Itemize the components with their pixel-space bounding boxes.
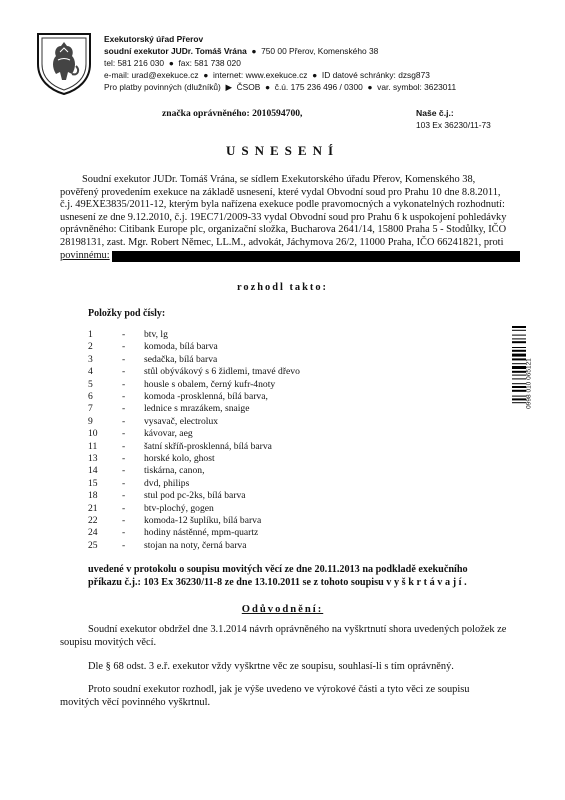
- reasoning-line: movitých věcí povinného vyškrtnul.: [60, 696, 211, 708]
- internet: internet: www.exekuce.cz: [213, 70, 308, 80]
- list-item: [88, 478, 189, 490]
- item-description: stůl obývákový s 6 židlemi, tmavé dřevo: [144, 366, 300, 378]
- item-number: 21: [88, 502, 98, 514]
- databox: ID datové schránky: dzsg873: [321, 70, 430, 80]
- item-description: komoda -prosklenná, bílá barva,: [144, 391, 268, 402]
- fax: fax: 581 738 020: [178, 58, 241, 68]
- list-item: [88, 416, 218, 428]
- barcode-bar: [512, 341, 526, 343]
- decision-line: [88, 577, 469, 588]
- item-description: dvd, philips: [144, 477, 190, 489]
- item-description: btv-plochý, gogen: [144, 502, 214, 514]
- item-number: 13: [88, 453, 98, 464]
- bullet: ●: [249, 46, 259, 56]
- item-dash: -: [122, 415, 126, 427]
- item-dash: -: [122, 440, 126, 452]
- item-dash: -: [122, 329, 126, 340]
- reasoning-line: soupisu movitých věcí.: [60, 636, 157, 648]
- list-item: [88, 453, 215, 465]
- item-description: horské kolo, ghost: [144, 453, 215, 464]
- items-heading: Položky pod čísly:: [88, 308, 166, 319]
- item-description: stojan na noty, černá barva: [144, 539, 247, 551]
- item-dash: -: [122, 378, 126, 390]
- barcode-bar: [512, 354, 526, 357]
- item-description: hodiny nástěnné, mpm-quartz: [144, 527, 259, 539]
- barcode-bar: [512, 350, 526, 352]
- item-dash: -: [122, 366, 126, 378]
- intro-line: oprávněného: Citibank Europe plc, organizační složka, Bucharova 2641/14, 15800 Praha 5 - Stodůlky, IČO: [60, 224, 507, 236]
- barcode-bar: [512, 398, 526, 400]
- bullet: ●: [309, 70, 320, 80]
- item-number: 24: [88, 527, 98, 539]
- item-number: 9: [88, 415, 93, 427]
- barcode-bar: [512, 390, 526, 392]
- item-number: 7: [88, 403, 93, 415]
- item-number: 11: [88, 440, 98, 452]
- barcode: [512, 326, 526, 424]
- intro-line: Soudní exekutor JUDr. Tomáš Vrána, se sídlem Exekutorského úřadu Přerov, Komenského 38,: [82, 174, 476, 185]
- our-ref: 103 Ex 36230/11-73: [416, 120, 491, 130]
- list-item: [88, 428, 193, 440]
- barcode-bar: [512, 383, 526, 384]
- item-description: lednice s mrazákem, snaige: [144, 403, 250, 415]
- office-address: 750 00 Přerov, Komenského 38: [261, 46, 379, 56]
- variable-symbol: var. symbol: 3623011: [377, 82, 457, 92]
- reasoning-line: Soudní exekutor obdržel dne 3.1.2014 návrh oprávněného na vyškrtnutí shora uvedených položek ze: [88, 624, 507, 635]
- phone-line: [104, 57, 241, 69]
- item-dash: -: [122, 527, 126, 539]
- intro-line: povinnému:: [60, 249, 110, 261]
- our-ref-label: Naše č.j.:: [416, 108, 454, 118]
- reasoning-paragraph-1: [60, 624, 515, 649]
- item-number: 25: [88, 539, 98, 551]
- reasoning-title: Odůvodnění:: [241, 604, 324, 615]
- reasoning-paragraph-3: [60, 684, 515, 709]
- office-name: Exekutorský úřad Přerov: [104, 34, 204, 44]
- intro-line: usnesení ze dne 9.12.2010, č.j. 19EC71/2009-33 vydal Obvodní soud pro Prahu 6 k uspokojení pohledávky: [60, 211, 507, 223]
- item-number: 22: [88, 515, 98, 526]
- item-dash: -: [122, 341, 126, 353]
- item-number: 14: [88, 465, 98, 477]
- redaction-bar: [112, 251, 520, 262]
- bullet: ●: [365, 82, 375, 92]
- item-number: 3: [88, 353, 93, 365]
- item-number: 6: [88, 391, 93, 402]
- item-description: komoda-12 šuplíku, bílá barva: [144, 515, 262, 526]
- creditor-mark: značka oprávněného: 2010594700,: [162, 108, 303, 119]
- barcode-bar: [512, 386, 526, 388]
- barcode-text: 0998 010 065121: [525, 358, 533, 409]
- item-number: 5: [88, 378, 93, 390]
- item-number: 1: [88, 329, 93, 340]
- list-item: [88, 379, 275, 391]
- item-description: sedačka, bílá barva: [144, 353, 218, 365]
- barcode-bar: [512, 358, 526, 360]
- list-item: [88, 354, 217, 366]
- contact-line: [104, 69, 430, 81]
- list-item: [88, 329, 168, 341]
- list-item: [88, 527, 258, 539]
- item-number: 10: [88, 428, 98, 440]
- item-description: komoda, bílá barva: [144, 341, 218, 353]
- item-description: housle s obalem, černý kufr-4noty: [144, 378, 276, 390]
- item-dash: -: [122, 428, 126, 440]
- barcode-bar: [512, 335, 526, 336]
- list-item: [88, 341, 218, 353]
- item-description: tiskárna, canon,: [144, 465, 205, 477]
- list-item: [88, 391, 268, 403]
- item-number: 2: [88, 341, 93, 353]
- executor-name: soudní exekutor JUDr. Tomáš Vrána: [104, 46, 247, 56]
- page-title: USNESENÍ: [225, 143, 340, 158]
- item-number: 4: [88, 366, 93, 378]
- item-description: btv, lg: [144, 329, 168, 340]
- item-dash: -: [122, 477, 126, 489]
- item-description: šatní skříň-prosklenná, bílá barva: [144, 440, 272, 452]
- bullet: ●: [262, 82, 273, 92]
- barcode-bar: [512, 338, 526, 339]
- item-dash: -: [122, 465, 126, 477]
- list-item: [88, 465, 204, 477]
- item-number: 15: [88, 477, 98, 489]
- barcode-bar: [512, 396, 526, 397]
- list-item: [88, 403, 250, 415]
- payments-label: Pro platby povinných (dlužníků): [104, 82, 221, 92]
- barcode-bar: [512, 375, 526, 376]
- bullet: ●: [200, 70, 211, 80]
- item-description: kávovar, aeg: [144, 428, 193, 440]
- item-dash: -: [122, 453, 126, 464]
- item-description: vysavač, electrolux: [144, 415, 219, 427]
- item-dash: -: [122, 515, 126, 526]
- reasoning-line: Proto soudní exekutor rozhodl, jak je výše uvedeno ve výrokové části a tyto věci ze soupisu: [88, 684, 470, 695]
- barcode-bar: [512, 378, 526, 379]
- item-dash: -: [122, 539, 126, 551]
- decision-line: uvedené v protokolu o soupisu movitých věcí ze dne 20.11.2013 na podkladě exekučního: [88, 564, 468, 575]
- coat-of-arms-logo: [34, 30, 94, 96]
- list-item: [88, 540, 246, 552]
- list-item: [88, 503, 214, 515]
- item-dash: -: [122, 403, 126, 415]
- item-dash: -: [122, 490, 126, 502]
- item-number: 18: [88, 490, 98, 502]
- account: č.ú. 175 236 496 / 0300: [274, 82, 363, 92]
- list-item: [88, 366, 300, 378]
- barcode-bar: [512, 366, 526, 369]
- bullet: ●: [166, 58, 177, 68]
- reasoning-paragraph-2: Dle § 68 odst. 3 e.ř. exekutor vždy vyškrtne věc ze soupisu, souhlasí-li s tím oprávněný.: [88, 661, 454, 672]
- barcode-bar: [512, 402, 526, 403]
- intro-line: pověřený provedením exekuce na základě usnesení, které vydal Obvodní soud pro Prahu 10 dne 8.8.2011,: [60, 186, 501, 198]
- barcode-bar: [512, 330, 526, 331]
- intro-paragraph: [60, 174, 515, 262]
- bank: ČSOB: [236, 82, 261, 92]
- item-description: stul pod pc-2ks, bílá barva: [144, 490, 246, 502]
- list-item: [88, 441, 272, 453]
- barcode-bar: [512, 326, 526, 328]
- list-item: [88, 490, 246, 502]
- item-dash: -: [122, 391, 126, 402]
- email: e-mail: urad@exekuce.cz: [104, 70, 199, 80]
- item-dash: -: [122, 502, 126, 514]
- intro-line: 28198131, zast. Mgr. Robert Němec, LL.M., advokát, Jáchymova 26/2, 11000 Praha, IČO 66241821, proti: [60, 236, 504, 248]
- payment-line: [104, 81, 456, 93]
- executor-line: [104, 45, 378, 57]
- decided-heading: rozhodl takto:: [236, 282, 329, 293]
- barcode-bar: [512, 371, 526, 373]
- decision-verb: vyškrtávají.: [386, 577, 470, 588]
- list-item: [88, 515, 261, 527]
- decision-text: příkazu č.j.: 103 Ex 36230/11-8 ze dne 13.10.2011 se z tohoto soupisu: [88, 577, 384, 588]
- barcode-bar: [512, 363, 526, 364]
- phone: tel: 581 216 030: [104, 58, 165, 68]
- intro-line: č.j. 49EXE3835/2011-12, kterým byla nařízena exekuce podle pravomocných a vykonatelných rozhodnutí:: [60, 199, 505, 211]
- barcode-bar: [512, 347, 526, 348]
- arrow-right-icon: ▶: [223, 82, 235, 92]
- item-dash: -: [122, 353, 126, 365]
